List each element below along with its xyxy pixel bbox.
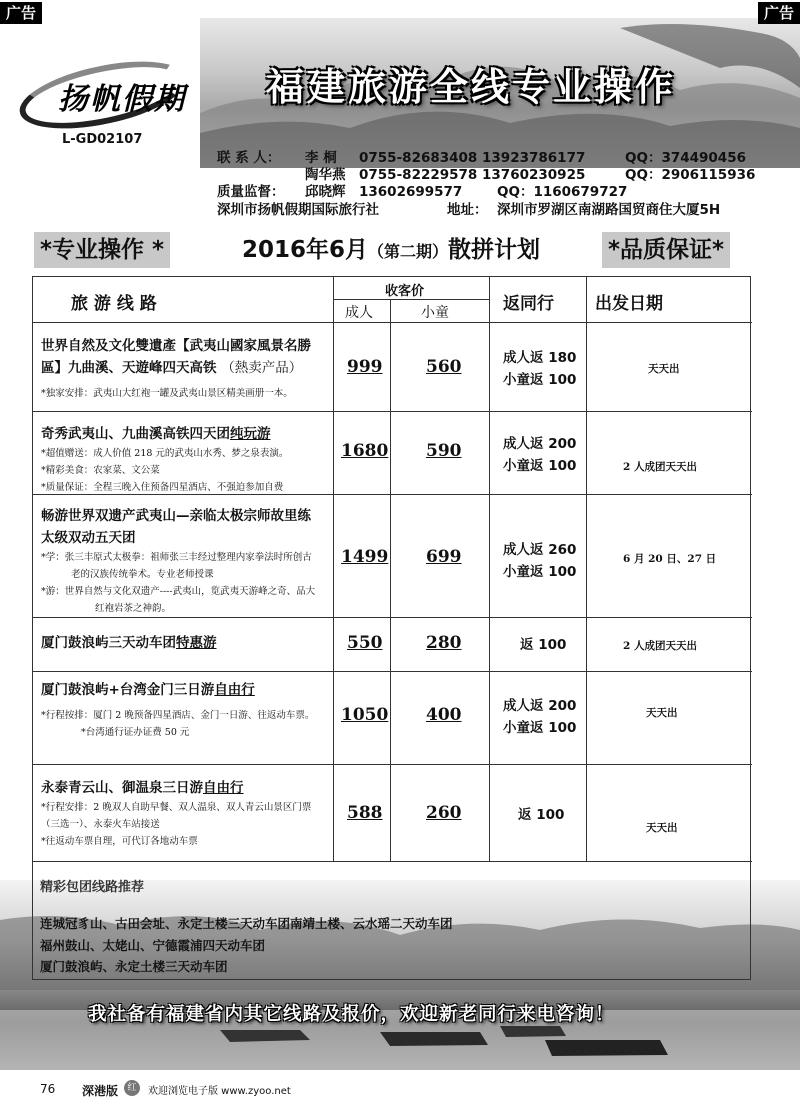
route-note: *独家安排：武夷山大红袍一罐及武夷山景区精美画册一本。 [41, 388, 293, 399]
rebate [520, 634, 566, 656]
contact-name-1: 李 桐 [305, 150, 337, 166]
route-tag: 特惠游 [176, 635, 217, 651]
rebate-adult: 成人返 260 [503, 542, 577, 558]
page-number: 76 [40, 1082, 56, 1096]
departure: 6 月 20 日、27 日 [623, 553, 717, 565]
route-tag: 纯玩游 [230, 426, 271, 442]
contact-name-3: 邱晓辉 [305, 184, 346, 200]
grid-line [333, 299, 489, 300]
ad-tag-right: 广告 [758, 2, 800, 24]
rebate-adult: 返 100 [518, 807, 565, 823]
agency-logo [18, 58, 198, 130]
rebate-adult: 成人返 200 [503, 436, 577, 452]
contact-phone-1: 0755-82683408 13923786177 [359, 150, 586, 166]
grid-line [333, 277, 334, 861]
rebate [503, 695, 576, 739]
package-title: 精彩包团线路推荐 [40, 880, 145, 895]
child-price: 260 [426, 803, 462, 823]
route-note: *往返动车票自理，可代订各地动车票 [41, 836, 198, 847]
grid-line [33, 411, 752, 412]
quality-label: 质量监督： [217, 184, 285, 200]
rebate [503, 539, 576, 583]
route-title [41, 679, 314, 701]
package-line: 厦门鼓浪屿、永定土楼三天动车团 [40, 959, 228, 974]
grid-line [390, 299, 391, 861]
banner-right: *品质保证* [602, 232, 730, 268]
departure: 天天出 [646, 707, 678, 719]
edition-label: 深港版 [82, 1084, 119, 1098]
ad-tag-left: 广告 [0, 2, 42, 24]
rebate-child: 小童返 100 [503, 564, 577, 580]
table-row [41, 679, 314, 741]
page-title: 福建旅游全线专业操作 [266, 65, 677, 109]
header-price: 收客价 [385, 284, 425, 299]
table-row [41, 505, 315, 617]
red-badge-icon: 红 [124, 1080, 140, 1096]
header-departure: 出发日期 [595, 294, 663, 314]
rebate-adult: 成人返 180 [503, 350, 577, 366]
adult-price: 1050 [341, 705, 389, 725]
child-price: 400 [426, 705, 462, 725]
child-price: 590 [426, 441, 462, 461]
page-footer [0, 1076, 800, 1100]
grid-line [33, 617, 752, 618]
route-title: 畅游世界双遗产武夷山—亲临太极宗师故里练 [41, 508, 311, 524]
banner-month: 2016年6月 [242, 237, 369, 263]
banner-plan: 散拼计划 [448, 237, 541, 263]
package-line: 福州鼓山、太姥山、宁德霞浦四天动车团 [40, 938, 266, 953]
contact-qq-3: QQ：1160679727 [497, 184, 628, 200]
adult-price: 1499 [341, 547, 389, 567]
header-route: 旅 游 线 路 [71, 294, 157, 314]
rebate [503, 347, 576, 391]
logo-text: 扬帆假期 [58, 82, 186, 117]
route-tag: （熱卖产品） [221, 360, 303, 376]
address-label: 地址： [447, 202, 488, 218]
table-row [41, 632, 217, 654]
grid-line [33, 764, 752, 765]
route-note: *游：世界自然与文化双遗产----武夷山，览武夷天游峰之奇、品大 [41, 586, 316, 597]
route-note: 老的汉族传统拳术。专业老师授课 [71, 569, 214, 580]
route-title-part: 區】九曲溪、天遊峰四天高铁 [41, 360, 217, 376]
table-row [41, 423, 288, 496]
rebate-child: 小童返 100 [503, 372, 577, 388]
route-title: 太级双动五天团 [41, 530, 136, 546]
plan-banner [34, 232, 768, 270]
grid-line [33, 322, 752, 323]
contact-label: 联 系 人： [217, 150, 281, 166]
route-tag: 自由行 [214, 682, 255, 698]
route-note: 红袍岩茶之神韵。 [95, 603, 172, 614]
departure: 天天出 [646, 822, 678, 834]
contact-qq-1: QQ：374490456 [625, 150, 746, 166]
route-title: 世界自然及文化雙遺產【武夷山國家風景名勝 [41, 338, 311, 354]
child-price: 699 [426, 547, 462, 567]
route-note: *学：张三丰原式太极拳：祖师张三丰经过整理内家拳法时所创古 [41, 552, 312, 563]
rebate-child: 小童返 100 [503, 720, 577, 736]
contact-name-2: 陶华燕 [305, 167, 346, 183]
rebate-adult: 返 100 [520, 637, 567, 653]
departure: 天天出 [648, 363, 680, 375]
route-title-part: 奇秀武夷山、九曲溪高铁四天团 [41, 426, 230, 442]
website-link[interactable]: 欢迎浏览电子版 www.zyoo.net [148, 1086, 291, 1097]
adult-price: 1680 [341, 441, 389, 461]
adult-price: 588 [347, 803, 383, 823]
contact-phone-2: 0755-82229578 13760230925 [359, 167, 586, 183]
route-note: *质量保证：全程三晚入住预备四星酒店、不强迫参加自费 [41, 482, 284, 493]
route-note: *超值赠送：成人价值 218 元的武夷山水秀、梦之泉表演。 [41, 448, 289, 459]
route-title [41, 777, 311, 799]
adult-price: 999 [347, 357, 383, 377]
adult-price: 550 [347, 633, 383, 653]
child-price: 280 [426, 633, 462, 653]
route-title [41, 423, 288, 445]
route-title [41, 357, 311, 379]
slogan: 我社备有福建省内其它线路及报价，欢迎新老同行来电咨询！ [88, 1004, 615, 1025]
route-title-part: 厦门鼓浪屿三天动车团 [41, 635, 176, 651]
grid-line [33, 671, 752, 672]
route-tag: 自由行 [203, 780, 244, 796]
banner-center [242, 232, 540, 270]
banner-left: *专业操作 * [34, 232, 170, 268]
header-adult: 成人 [345, 305, 373, 321]
route-note: （三选一）、永泰火车站接送 [41, 819, 160, 830]
grid-line [489, 277, 490, 861]
child-price: 560 [426, 357, 462, 377]
route-title-part: 永泰青云山、御温泉三日游 [41, 780, 203, 796]
contact-qq-2: QQ：2906115936 [625, 167, 756, 183]
header-rebate: 返同行 [503, 294, 554, 314]
address-text: 深圳市罗湖区南湖路国贸商住大厦5H [497, 202, 721, 218]
departure: 2 人成团天天出 [623, 461, 697, 473]
license-number: L-GD02107 [62, 132, 143, 147]
table-row [41, 777, 311, 850]
header-child: 小童 [421, 305, 449, 321]
package-line: 连城冠豸山、古田会址、永定土楼三天动车团南靖土楼、云水瑶二天动车团 [40, 916, 453, 931]
route-note: *台湾通行证办证费 50 元 [81, 727, 190, 738]
rebate [503, 433, 576, 477]
banner-issue: （第二期） [368, 242, 449, 261]
departure: 2 人成团天天出 [623, 640, 697, 652]
route-note: *行程按排：厦门 2 晚预备四星酒店、金门一日游、往返动车票。 [41, 710, 315, 721]
contact-phone-3: 13602699577 [359, 184, 463, 200]
agency-name: 深圳市扬帆假期国际旅行社 [217, 202, 379, 218]
rebate-adult: 成人返 200 [503, 698, 577, 714]
route-note: *行程安排：2 晚双人自助早餐、双人温泉、双人青云山景区门票 [41, 802, 312, 813]
route-title [41, 632, 217, 654]
grid-line [586, 277, 587, 861]
rebate [518, 804, 564, 826]
route-title-part: 厦门鼓浪屿+台湾金门三日游 [41, 682, 215, 698]
rebate-child: 小童返 100 [503, 458, 577, 474]
route-note: *精彩美食：农家菜、文公菜 [41, 465, 160, 476]
table-row [41, 335, 311, 402]
